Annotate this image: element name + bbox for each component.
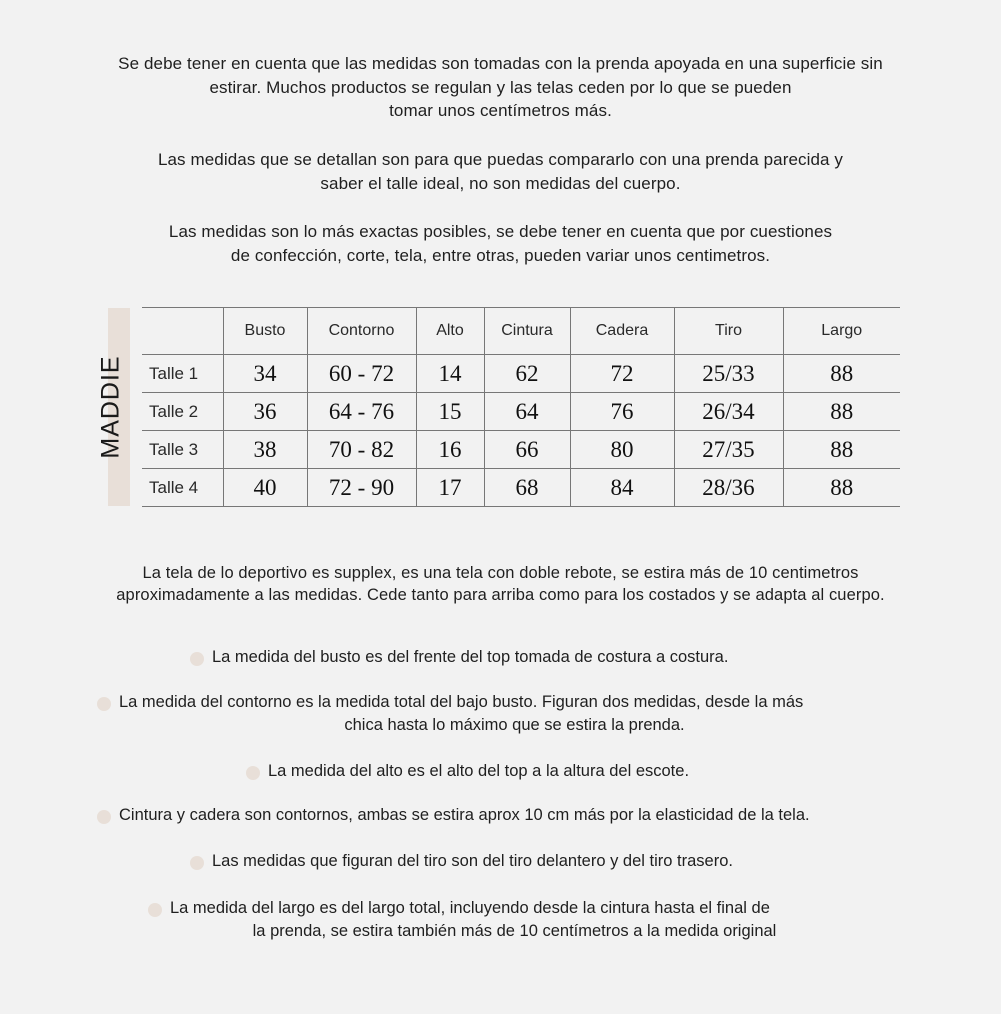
intro-line: de confección, corte, tela, entre otras, pueden variar unos centimetros. bbox=[230, 245, 771, 265]
intro-line: Se debe tener en cuenta que las medidas son tomadas con la prenda apoyada en una superficie sin bbox=[118, 54, 883, 73]
table-cell: 64 - 76 bbox=[307, 393, 416, 431]
fabric-line: aproximadamente a las medidas. Cede tanto para arriba como para los costados y se adapta al cuerpo. bbox=[116, 586, 885, 604]
column-header: Tiro bbox=[674, 308, 783, 355]
table-cell: 88 bbox=[783, 431, 900, 469]
table-cell: 76 bbox=[570, 393, 674, 431]
table-row bbox=[142, 469, 900, 507]
bullet-dot-icon bbox=[246, 766, 260, 780]
column-header: Cadera bbox=[570, 308, 674, 355]
fabric-line: La tela de lo deportivo es supplex, es una tela con doble rebote, se estira más de 10 centimetros bbox=[142, 564, 859, 582]
table-cell: 70 - 82 bbox=[307, 431, 416, 469]
table-cell: 28/36 bbox=[674, 469, 783, 507]
table-cell: 25/33 bbox=[674, 355, 783, 393]
note-contorno-line-1: La medida del contorno es la medida total del bajo busto. Figuran dos medidas, desde la más bbox=[119, 693, 804, 711]
table-cell: 38 bbox=[223, 431, 307, 469]
intro-paragraph-1 bbox=[0, 52, 1001, 123]
bullet-dot-icon bbox=[190, 856, 204, 870]
table-row bbox=[142, 393, 900, 431]
table-cell: 60 - 72 bbox=[307, 355, 416, 393]
note-contorno-line-2: chica hasta lo máximo que se estira la prenda. bbox=[344, 716, 685, 734]
intro-line: tomar unos centímetros más. bbox=[389, 101, 612, 120]
table-row bbox=[142, 355, 900, 393]
table-cell: 62 bbox=[484, 355, 570, 393]
bullet-dot-icon bbox=[190, 652, 204, 666]
intro-paragraph-2 bbox=[0, 148, 1001, 195]
intro-paragraph-3 bbox=[0, 220, 1001, 267]
table-cell: 17 bbox=[416, 469, 484, 507]
intro-line: saber el talle ideal, no son medidas del cuerpo. bbox=[320, 173, 681, 193]
note-cintura-cadera: Cintura y cadera son contornos, ambas se estira aprox 10 cm más por la elasticidad de la tela. bbox=[119, 806, 810, 824]
table-cell: 15 bbox=[416, 393, 484, 431]
table-cell: 80 bbox=[570, 431, 674, 469]
table-cell: 66 bbox=[484, 431, 570, 469]
table-cell: 64 bbox=[484, 393, 570, 431]
size-label: Talle 1 bbox=[149, 363, 199, 383]
table-cell: 72 bbox=[570, 355, 674, 393]
table-cell: 16 bbox=[416, 431, 484, 469]
table-cell: 88 bbox=[783, 355, 900, 393]
intro-line: estirar. Muchos productos se regulan y las telas ceden por lo que se pueden bbox=[209, 77, 792, 97]
note-alto: La medida del alto es el alto del top a la altura del escote. bbox=[268, 762, 690, 780]
note-largo-line-1: La medida del largo es del largo total, incluyendo desde la cintura hasta el final de bbox=[170, 899, 770, 917]
product-name: MADDIE bbox=[96, 355, 125, 459]
column-header: Alto bbox=[416, 308, 484, 355]
bullet-dot-icon bbox=[97, 810, 111, 824]
table-cell: 72 - 90 bbox=[307, 469, 416, 507]
intro-line: Las medidas son lo más exactas posibles, se debe tener en cuenta que por cuestiones bbox=[168, 222, 833, 241]
column-header: Cintura bbox=[484, 308, 570, 355]
note-tiro: Las medidas que figuran del tiro son del tiro delantero y del tiro trasero. bbox=[212, 852, 733, 870]
table-header-row bbox=[142, 308, 900, 355]
table-cell: 88 bbox=[783, 469, 900, 507]
table-cell: 36 bbox=[223, 393, 307, 431]
column-header: Largo bbox=[783, 308, 900, 355]
table-cell: 88 bbox=[783, 393, 900, 431]
bullet-dot-icon bbox=[97, 697, 111, 711]
fabric-paragraph bbox=[0, 562, 1001, 606]
column-header: Busto bbox=[223, 308, 307, 355]
note-busto: La medida del busto es del frente del top tomada de costura a costura. bbox=[212, 648, 729, 666]
size-label: Talle 3 bbox=[149, 439, 199, 459]
column-header: Contorno bbox=[307, 308, 416, 355]
size-label: Talle 4 bbox=[149, 477, 199, 497]
table-cell: 27/35 bbox=[674, 431, 783, 469]
table-cell: 68 bbox=[484, 469, 570, 507]
table-row bbox=[142, 431, 900, 469]
size-table bbox=[142, 307, 900, 507]
table-cell: 26/34 bbox=[674, 393, 783, 431]
table-cell: 14 bbox=[416, 355, 484, 393]
table-cell: 34 bbox=[223, 355, 307, 393]
note-largo-line-2: la prenda, se estira también más de 10 centímetros a la medida original bbox=[252, 922, 777, 940]
intro-line: Las medidas que se detallan son para que puedas compararlo con una prenda parecida y bbox=[157, 150, 844, 169]
bullet-dot-icon bbox=[148, 903, 162, 917]
table-cell: 40 bbox=[223, 469, 307, 507]
column-header bbox=[142, 308, 223, 355]
table-cell: 84 bbox=[570, 469, 674, 507]
size-label: Talle 2 bbox=[149, 401, 199, 421]
